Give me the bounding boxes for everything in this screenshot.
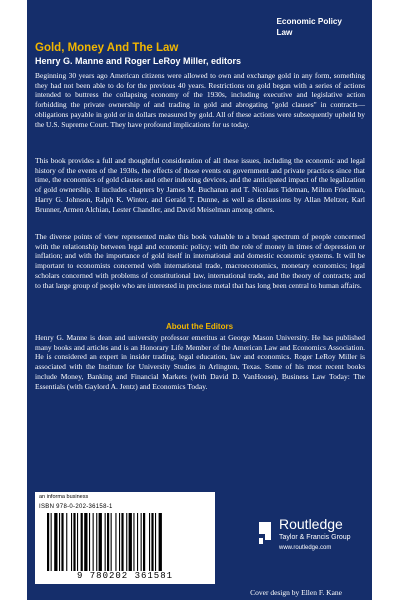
category-line-1: Economic Policy — [276, 17, 342, 26]
category-label — [276, 16, 342, 38]
publisher-url: www.routledge.com — [279, 545, 332, 551]
informa-label: an informa business — [39, 494, 89, 500]
barcode-digits: 9 780202 361581 — [76, 571, 173, 581]
barcode-box — [35, 492, 215, 584]
description-paragraph-1: Beginning 30 years ago American citizens were allowed to own and exchange gold in any form, something they had not been able to do for the previous 40 years. Restrictions on gold began with a series of actions intended to buttress the collapsing economy of the 1930s, including executive and legislative action forbidding the private ownership of and trading in gold and abrogating "gold clauses" in contracts—obligations payable in gold or in dollars measured by gold. All of these actions were subsequently upheld by the U.S. Supreme Court. They have profound implications for us today. — [35, 71, 365, 129]
publisher-group: Taylor & Francis Group — [279, 534, 351, 541]
about-editors-heading: About the Editors — [165, 322, 234, 331]
routledge-logo-icon — [257, 520, 273, 546]
publisher-name: Routledge — [279, 516, 343, 532]
about-editors-text: Henry G. Manne is dean and university professor emeritus at George Mason University. He has published many books and articles and is an Honorary Life Member of the American Law and Economics Association. He is considered an expert in insider trading, legal education, law and economics. Roger LeRoy Miller is associated with the Institute for University Studies in Arlington, Texas. Some of his most recent books include Money, Banking and Financial Markets (with David D. VanHoose), Business Law Today: The Essentials (with Gaylord A. Jentz) and Economics Today. — [35, 333, 365, 391]
back-cover — [27, 0, 372, 600]
description-paragraph-2: This book provides a full and thoughtful consideration of all these issues, including the economic and legal history of the events of the 1930s, the effects of those events on government and private practices since that time, the economics of gold clauses and other indexing devices, and the anticipated impact of the legalization of gold ownership. It includes chapters by James M. Buchanan and T. Nicolaus Tideman, Milton Friedman, Harry G. Johnson, Ralph K. Winter, and Gerald T. Dunne, as well as discussions by Allan Meltzer, Karl Brunner, Armen Alchian, Lester Chandler, and David Meiselman among others. — [35, 156, 365, 214]
description-paragraph-3: The diverse points of view represented make this book valuable to a broad spectrum of people concerned with the relationship between legal and economic policy; with the role of money in times of depression or inflation; and with the importance of gold itself in international and domestic economic systems. It will be important to economists concerned with international trade, macroeconomics, monetary economics; legal scholars concerned with problems of constitutional law, international trade, and the theory of contracts; and to that large group of people who are interested in precious metal that has long been central to human affairs. — [35, 232, 365, 290]
editors-line: Henry G. Manne and Roger LeRoy Miller, editors — [35, 56, 242, 66]
book-title: Gold, Money And The Law — [35, 42, 179, 54]
publisher-block — [257, 516, 367, 576]
cover-design-credit: Cover design by Ellen F. Kane — [250, 588, 342, 597]
barcode-icon — [45, 513, 205, 571]
isbn-label: ISBN 978-0-202-36158-1 — [39, 504, 113, 510]
category-line-2: Law — [276, 28, 293, 37]
